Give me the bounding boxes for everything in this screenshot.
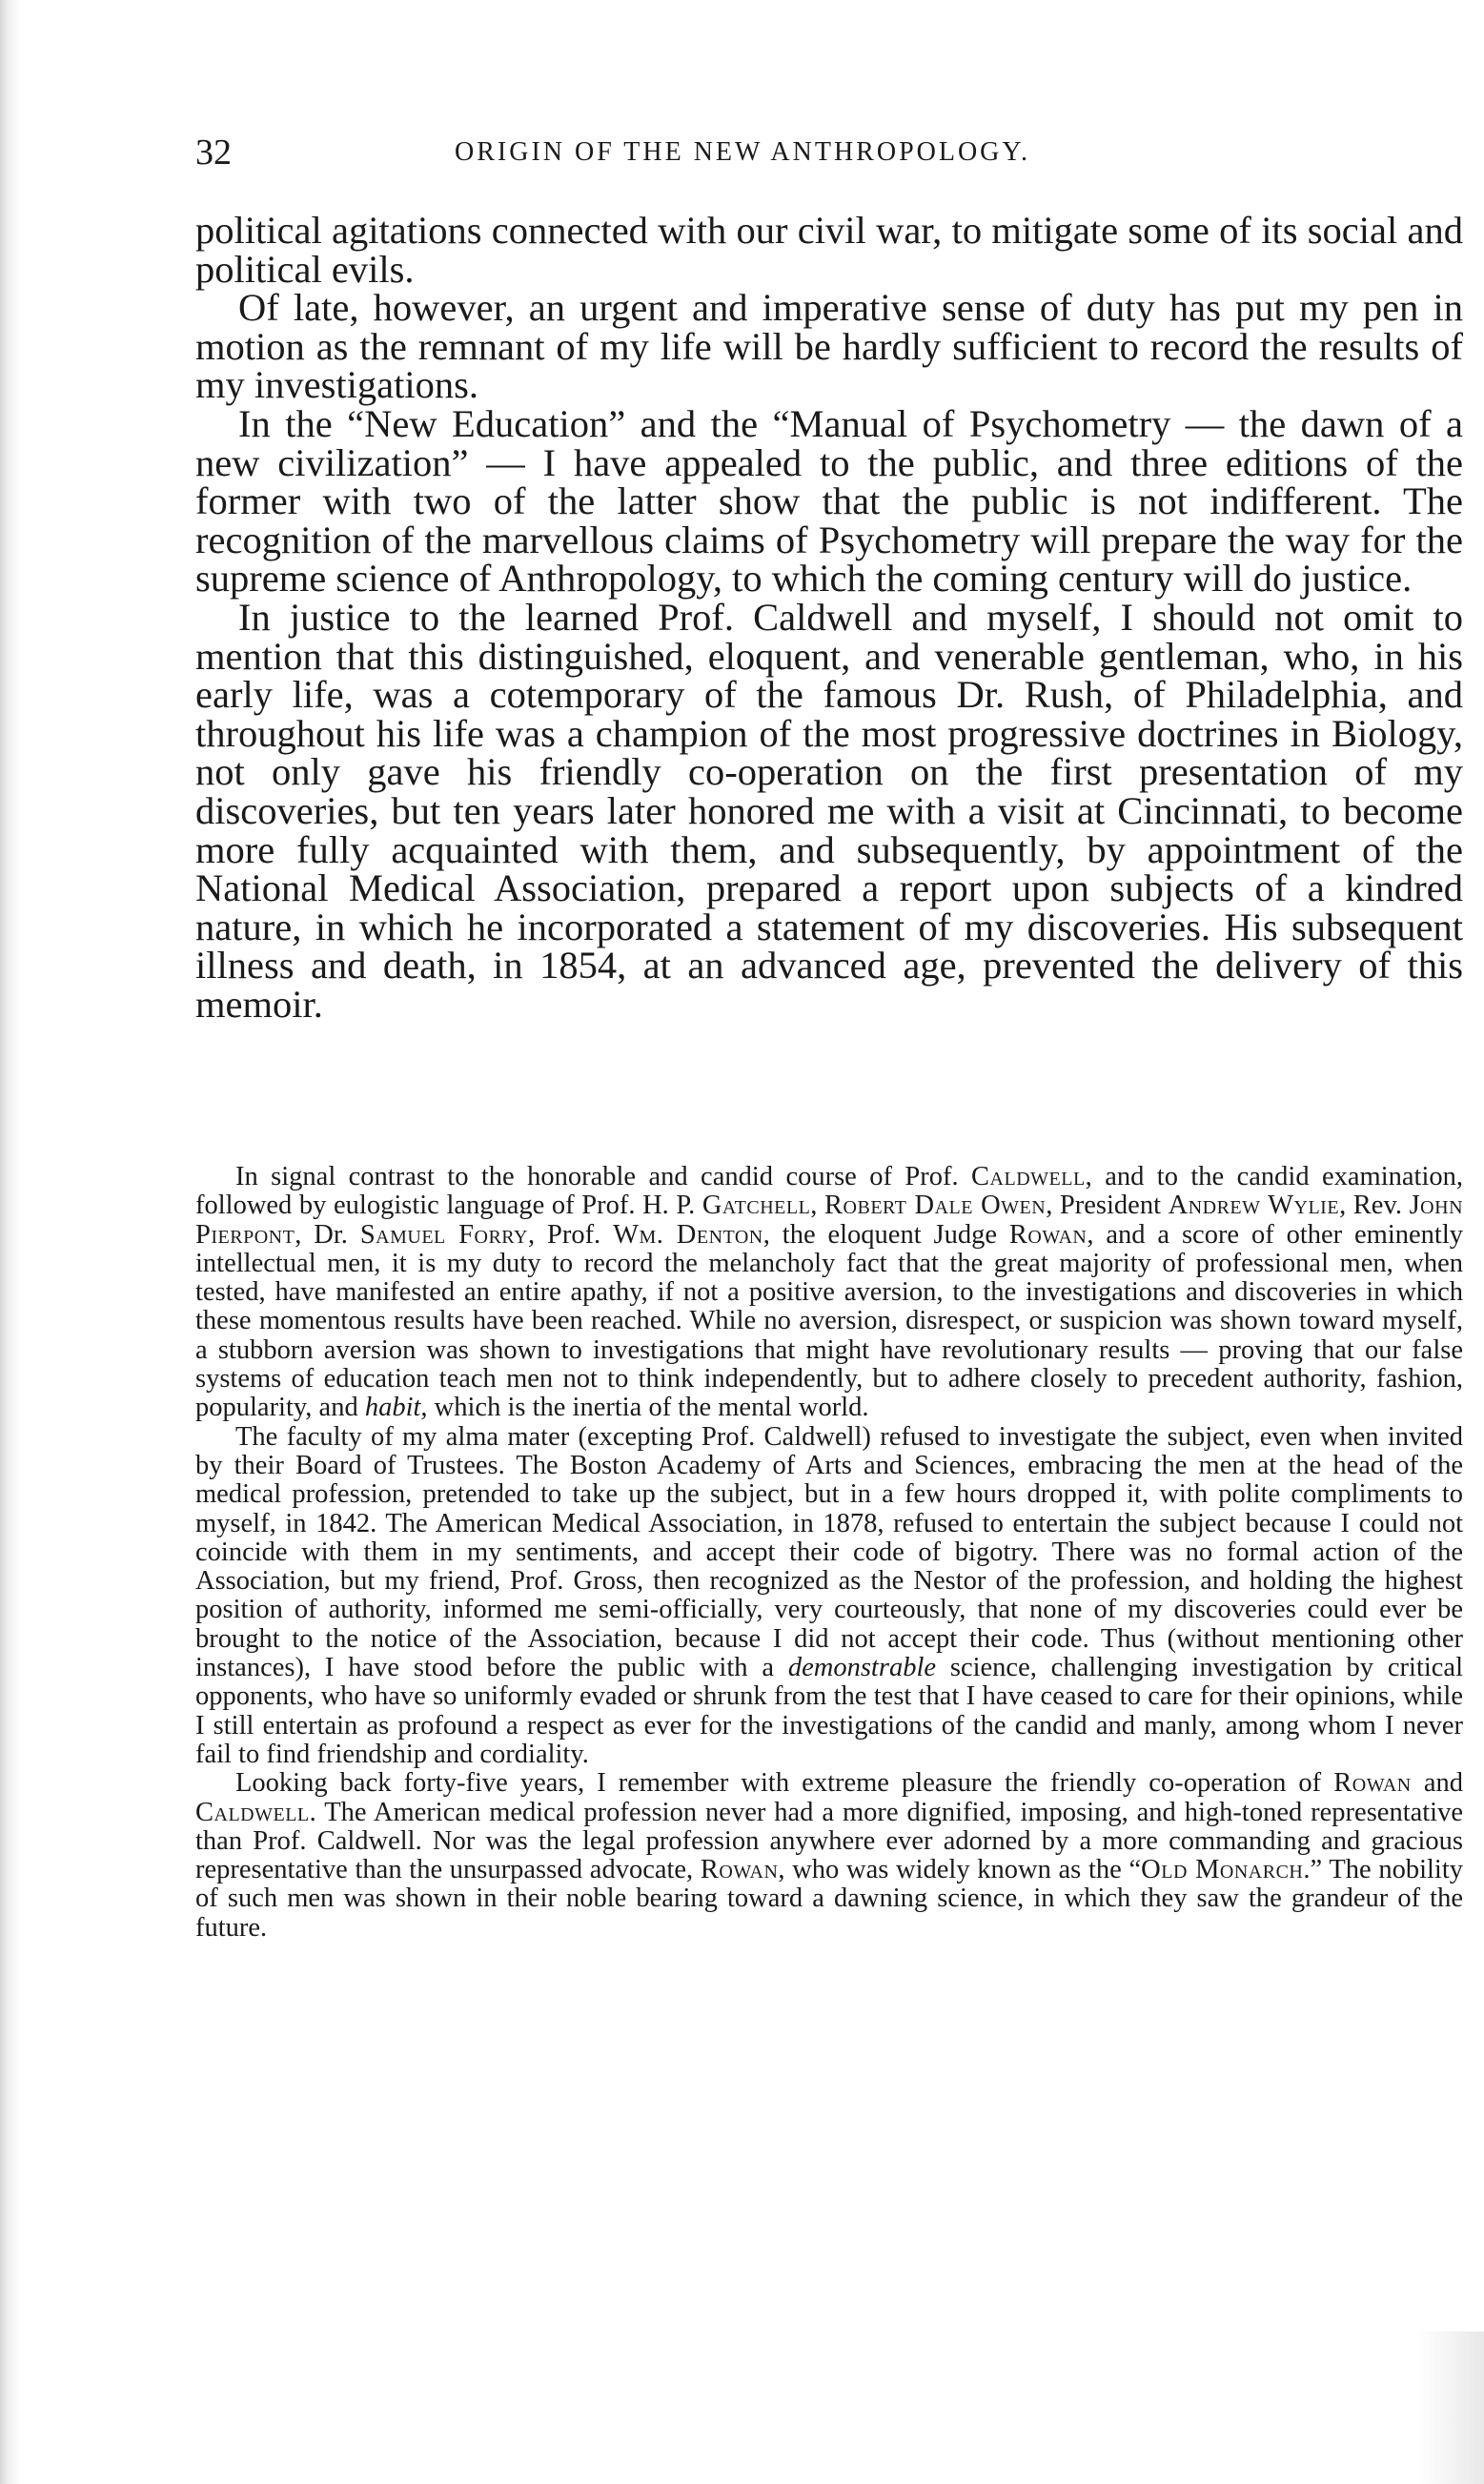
small-print-section xyxy=(195,1163,1463,1943)
name-wylie: Andrew Wylie xyxy=(1168,1191,1340,1221)
name-denton: Wm. Denton xyxy=(613,1219,763,1250)
note-paragraph: In signal contrast to the honorable and candid course of Prof. Caldwell, and to the candid examination, followed by eulogistic language of Prof. H. P. Gatchell, Robert Dale Owen, President Andrew Wylie, Rev. John Pierpont, Dr. Samuel Forry, Prof. Wm. Denton, the eloquent Judge Rowan, and a score of other eminently intellectual men, it is my duty to record the melancholy fact that the great majority of professional men, when tested, have manifested an entire apathy, if not a positive aversion, to the investigations and discoveries in which these momentous results have been reached. While no aversion, disrespect, or suspicion was shown toward myself, a stubborn aversion was shown to investigations that might have revolutionary results — proving that our false systems of education teach men not to think independently, but to adhere closely to precedent authority, fashion, popularity, and habit, which is the inertia of the mental world. xyxy=(195,1162,1464,1423)
name-caldwell: Caldwell xyxy=(971,1162,1086,1191)
page-number: 32 xyxy=(195,132,232,173)
name-rowan: Rowan xyxy=(1008,1219,1088,1250)
scan-corner-shadow xyxy=(1417,2331,1484,2484)
emphasis-demonstrable: demonstrable xyxy=(787,1653,937,1683)
name-gatchell: Gatchell xyxy=(701,1191,811,1221)
paragraph: Of late, however, an urgent and imperative sense of duty has put my pen in motion as the remnant of my life will be hardly sufficient to record the results of my investigations. xyxy=(195,286,1463,407)
name-rowan: Rowan xyxy=(700,1855,779,1885)
note-paragraph: Looking back forty-five years, I remember with extreme pleasure the friendly co-operation of Rowan and Caldwell. The American medical profession never had a more dignified, imposing, and high-toned representative than Prof. Caldwell. Nor was the legal profession anywhere ever adorned by a more commanding and gracious representative than the unsurpassed advocate, Rowan, who was widely known as the “Old Monarch.” The nobility of such men was shown in their noble bearing toward a dawning science, in which they saw the grandeur of the future. xyxy=(195,1768,1464,1943)
paragraph: In the “New Education” and the “Manual of Psychometry — the dawn of a new civilization” — I have appealed to the public, and three editions of the former with two of the latter show that the public is not indifferent. The recognition of the marvellous claims of Psychometry will prepare the way for the supreme science of Anthropology, to which the coming century will do justice. xyxy=(195,401,1463,601)
name-rowan: Rowan xyxy=(1333,1768,1412,1799)
name-pierpont: John Pierpont xyxy=(195,1191,1464,1250)
main-text xyxy=(195,209,1463,1026)
name-forry: Samuel Forry xyxy=(359,1219,528,1250)
name-old-monarch: Old Monarch xyxy=(1141,1855,1304,1885)
name-owen: Robert Dale Owen xyxy=(824,1191,1047,1221)
name-caldwell: Caldwell xyxy=(195,1797,310,1827)
emphasis-habit: habit xyxy=(364,1393,421,1423)
scan-edge-shadow xyxy=(0,0,21,2484)
paragraph: In justice to the learned Prof. Caldwell and myself, I should not omit to mention that this distinguished, eloquent, and venerable gentleman, who, in his early life, was a cotemporary of the famous Dr. Rush, of Philadelphia, and throughout his life was a champion of the most progressive doctrines in Biology, not only gave his friendly co-operation on the first presentation of my discoveries, but ten years later honored me with a visit at Cincinnati, to become more fully acquainted with them, and subsequently, by appointment of the National Medical Association, prepared a report upon subjects of a kindred nature, in which he incorporated a statement of my discoveries. His subsequent illness and death, in 1854, at an advanced age, prevented the delivery of this memoir. xyxy=(195,595,1463,1026)
note-paragraph: The faculty of my alma mater (excepting Prof. Caldwell) refused to investigate the subject, even when invited by their Board of Trustees. The Boston Academy of Arts and Sciences, embracing the men at the head of the medical profession, pretended to take up the subject, but in a few hours dropped it, with polite compliments to myself, in 1842. The American Medical Association, in 1878, refused to entertain the subject because I could not coincide with them in my sentiments, and accept their code of bigotry. There was no formal action of the Association, but my friend, Prof. Gross, then recognized as the Nestor of the profession, and holding the highest position of authority, informed me semi-officially, very courteously, that none of my discoveries could ever be brought to the notice of the Association, because I did not accept their code. Thus (without mentioning other instances), I have stood before the public with a demonstrable science, challenging investigation by critical opponents, who have so uniformly evaded or shrunk from the test that I have ceased to care for their opinions, while I still entertain as profound a respect as ever for the investigations of the candid and manly, among whom I never fail to find friendship and cordiality. xyxy=(195,1421,1463,1769)
paragraph: political agitations connected with our civil war, to mitigate some of its social and political evils. xyxy=(195,209,1463,291)
running-head: ORIGIN OF THE NEW ANTHROPOLOGY. xyxy=(455,137,1031,167)
page-header xyxy=(195,132,1458,189)
